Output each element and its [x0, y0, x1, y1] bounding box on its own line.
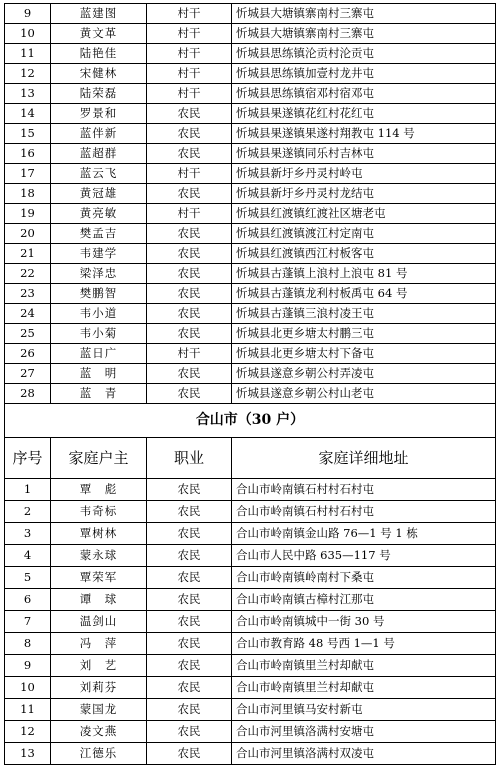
address: 合山市岭南镇石村村石村屯	[232, 479, 496, 501]
address: 合山市岭南镇古樟村江那屯	[232, 589, 496, 611]
table-row	[5, 124, 496, 144]
row-number: 9	[5, 655, 51, 677]
address: 忻城县果遂镇花红村花红屯	[232, 104, 496, 124]
occupation: 农民	[147, 324, 232, 344]
occupation: 农民	[147, 104, 232, 124]
household-head: 陆荣磊	[51, 84, 147, 104]
household-head: 蓝 青	[51, 384, 147, 404]
occupation: 村干	[147, 44, 232, 64]
address: 忻城县新圩乡丹灵村龙结屯	[232, 184, 496, 204]
table-row	[5, 545, 496, 567]
address: 忻城县果遂镇同乐村吉林屯	[232, 144, 496, 164]
household-head: 蓝建图	[51, 4, 147, 24]
occupation: 农民	[147, 677, 232, 699]
row-number: 21	[5, 244, 51, 264]
address: 忻城县红渡镇西江村板客屯	[232, 244, 496, 264]
row-number: 6	[5, 589, 51, 611]
xincheng-rows	[5, 4, 496, 404]
table-row	[5, 589, 496, 611]
address: 忻城县大塘镇寨南村三寨屯	[232, 24, 496, 44]
table-row	[5, 501, 496, 523]
table-row	[5, 244, 496, 264]
row-number: 19	[5, 204, 51, 224]
address: 合山市岭南镇里兰村却献屯	[232, 655, 496, 677]
table-row	[5, 204, 496, 224]
occupation: 农民	[147, 264, 232, 284]
row-number: 28	[5, 384, 51, 404]
address: 忻城县大塘镇寨南村三寨屯	[232, 4, 496, 24]
address: 合山市岭南镇岭南村下桑屯	[232, 567, 496, 589]
address: 忻城县古蓬镇龙利村板禹屯 64 号	[232, 284, 496, 304]
table-row	[5, 304, 496, 324]
household-head: 刘 艺	[51, 655, 147, 677]
table-row	[5, 104, 496, 124]
table-row	[5, 264, 496, 284]
section-title: 合山市（30 户）	[5, 404, 496, 438]
address: 合山市河里镇洛满村双凌屯	[232, 743, 496, 765]
address: 忻城县遂意乡朝公村山老屯	[232, 384, 496, 404]
row-number: 10	[5, 24, 51, 44]
table-row	[5, 721, 496, 743]
row-number: 9	[5, 4, 51, 24]
household-table	[4, 3, 496, 765]
table-row	[5, 655, 496, 677]
household-head: 陆艳佳	[51, 44, 147, 64]
address: 忻城县古蓬镇上浪村上浪屯 81 号	[232, 264, 496, 284]
heshan-rows	[5, 479, 496, 765]
occupation: 农民	[147, 699, 232, 721]
occupation: 农民	[147, 284, 232, 304]
table-row	[5, 324, 496, 344]
table-row	[5, 224, 496, 244]
household-head: 谭 球	[51, 589, 147, 611]
table-row	[5, 84, 496, 104]
table-row	[5, 384, 496, 404]
row-number: 10	[5, 677, 51, 699]
table-row	[5, 64, 496, 84]
row-number: 8	[5, 633, 51, 655]
occupation: 村干	[147, 4, 232, 24]
row-number: 4	[5, 545, 51, 567]
row-number: 1	[5, 479, 51, 501]
occupation: 农民	[147, 589, 232, 611]
header-job: 职业	[147, 438, 232, 479]
table-row	[5, 144, 496, 164]
header-no: 序号	[5, 438, 51, 479]
row-number: 2	[5, 501, 51, 523]
table-row	[5, 24, 496, 44]
row-number: 13	[5, 84, 51, 104]
row-number: 23	[5, 284, 51, 304]
household-head: 韦奇标	[51, 501, 147, 523]
household-head: 刘莉芬	[51, 677, 147, 699]
address: 合山市河里镇马安村新屯	[232, 699, 496, 721]
household-head: 韦小菊	[51, 324, 147, 344]
table-row	[5, 633, 496, 655]
table-row	[5, 611, 496, 633]
address: 合山市岭南镇城中一街 30 号	[232, 611, 496, 633]
section-header-row	[5, 404, 496, 438]
household-head: 宋健林	[51, 64, 147, 84]
address: 忻城县思练镇沦贡村沦贡屯	[232, 44, 496, 64]
occupation: 农民	[147, 244, 232, 264]
row-number: 12	[5, 64, 51, 84]
row-number: 12	[5, 721, 51, 743]
occupation: 农民	[147, 501, 232, 523]
header-name: 家庭户主	[51, 438, 147, 479]
occupation: 农民	[147, 144, 232, 164]
occupation: 村干	[147, 344, 232, 364]
header-addr: 家庭详细地址	[232, 438, 496, 479]
household-head: 樊鹏智	[51, 284, 147, 304]
table-row	[5, 164, 496, 184]
table-row	[5, 743, 496, 765]
address: 忻城县古蓬镇三浪村凌王屯	[232, 304, 496, 324]
row-number: 13	[5, 743, 51, 765]
row-number: 25	[5, 324, 51, 344]
occupation: 农民	[147, 611, 232, 633]
household-head: 覃 彪	[51, 479, 147, 501]
address: 忻城县思练镇加壹村龙井屯	[232, 64, 496, 84]
occupation: 农民	[147, 384, 232, 404]
household-head: 凌文燕	[51, 721, 147, 743]
address: 忻城县北更乡塘太村鹏三屯	[232, 324, 496, 344]
household-head: 黄冠雄	[51, 184, 147, 204]
occupation: 村干	[147, 84, 232, 104]
address: 忻城县红渡镇红渡社区塘老屯	[232, 204, 496, 224]
household-head: 黄文革	[51, 24, 147, 44]
occupation: 农民	[147, 184, 232, 204]
occupation: 村干	[147, 164, 232, 184]
address: 合山市岭南镇石村村石村屯	[232, 501, 496, 523]
household-head: 蓝云飞	[51, 164, 147, 184]
occupation: 农民	[147, 479, 232, 501]
row-number: 5	[5, 567, 51, 589]
household-head: 罗景和	[51, 104, 147, 124]
occupation: 农民	[147, 545, 232, 567]
row-number: 7	[5, 611, 51, 633]
occupation: 农民	[147, 364, 232, 384]
household-head: 蓝伴新	[51, 124, 147, 144]
row-number: 26	[5, 344, 51, 364]
row-number: 17	[5, 164, 51, 184]
table-row	[5, 479, 496, 501]
occupation: 农民	[147, 124, 232, 144]
household-head: 覃荣军	[51, 567, 147, 589]
occupation: 村干	[147, 204, 232, 224]
table-row	[5, 344, 496, 364]
table-row	[5, 567, 496, 589]
occupation: 农民	[147, 523, 232, 545]
table-row	[5, 523, 496, 545]
table-row	[5, 4, 496, 24]
table-row	[5, 364, 496, 384]
address: 合山市岭南镇里兰村却献屯	[232, 677, 496, 699]
occupation: 农民	[147, 304, 232, 324]
row-number: 24	[5, 304, 51, 324]
row-number: 20	[5, 224, 51, 244]
household-head: 冯 萍	[51, 633, 147, 655]
household-head: 覃树林	[51, 523, 147, 545]
household-head: 韦小道	[51, 304, 147, 324]
address: 忻城县新圩乡丹灵村岭屯	[232, 164, 496, 184]
column-header-row	[5, 438, 496, 479]
household-head: 蓝日广	[51, 344, 147, 364]
row-number: 14	[5, 104, 51, 124]
household-head: 江德乐	[51, 743, 147, 765]
occupation: 农民	[147, 721, 232, 743]
row-number: 3	[5, 523, 51, 545]
row-number: 16	[5, 144, 51, 164]
occupation: 农民	[147, 655, 232, 677]
household-head: 温剑山	[51, 611, 147, 633]
occupation: 农民	[147, 567, 232, 589]
household-head: 蓝 明	[51, 364, 147, 384]
household-head: 黄亮敏	[51, 204, 147, 224]
household-head: 蒙永球	[51, 545, 147, 567]
address: 合山市人民中路 635—117 号	[232, 545, 496, 567]
table-row	[5, 184, 496, 204]
household-head: 蒙国龙	[51, 699, 147, 721]
occupation: 农民	[147, 743, 232, 765]
address: 合山市河里镇洛满村安塘屯	[232, 721, 496, 743]
occupation: 村干	[147, 24, 232, 44]
row-number: 22	[5, 264, 51, 284]
occupation: 农民	[147, 633, 232, 655]
address: 忻城县北更乡塘太村下备屯	[232, 344, 496, 364]
table-row	[5, 677, 496, 699]
address: 忻城县果遂镇果遂村翔教屯 114 号	[232, 124, 496, 144]
household-head: 蓝超群	[51, 144, 147, 164]
table-row	[5, 284, 496, 304]
household-table-page	[4, 3, 495, 765]
household-head: 梁泽忠	[51, 264, 147, 284]
address: 忻城县红渡镇渡江村定南屯	[232, 224, 496, 244]
row-number: 11	[5, 44, 51, 64]
address: 忻城县遂意乡朝公村弄凌屯	[232, 364, 496, 384]
address: 忻城县思练镇宿邓村宿邓屯	[232, 84, 496, 104]
occupation: 村干	[147, 64, 232, 84]
household-head: 樊孟吉	[51, 224, 147, 244]
occupation: 农民	[147, 224, 232, 244]
row-number: 18	[5, 184, 51, 204]
household-head: 韦建学	[51, 244, 147, 264]
row-number: 27	[5, 364, 51, 384]
row-number: 11	[5, 699, 51, 721]
row-number: 15	[5, 124, 51, 144]
address: 合山市岭南镇金山路 76—1 号 1 栋	[232, 523, 496, 545]
address: 合山市教育路 48 号西 1—1 号	[232, 633, 496, 655]
table-row	[5, 44, 496, 64]
